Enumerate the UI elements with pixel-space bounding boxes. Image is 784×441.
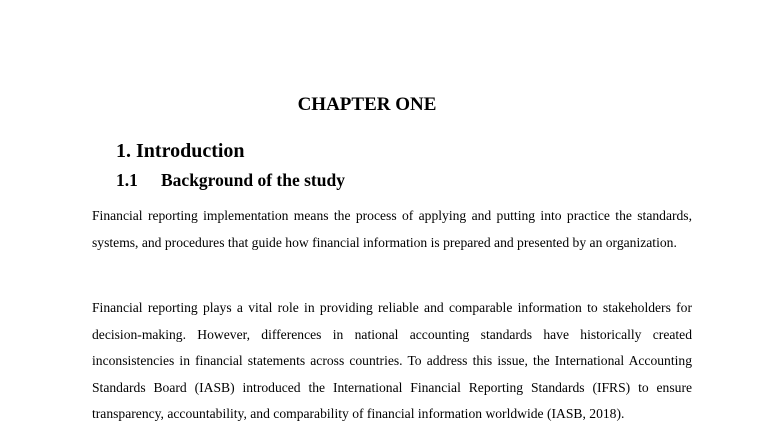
section-heading: 1. Introduction [116, 140, 245, 162]
subsection-heading [116, 168, 345, 192]
subsection-title: Background of the study [161, 170, 345, 190]
paragraph-background: Financial reporting plays a vital role in providing reliable and comparable information to stakeholders for decision-making. However, differences in national accounting standards have historically created inconsistencies in financial statements across countries. To address this issue, the International Accounting Standards Board (IASB) introduced the International Financial Reporting Standards (IFRS) to ensure transparency, accountability, and comparability of financial information worldwide (IASB, 2018). [92, 300, 692, 422]
subsection-number: 1.1 [116, 170, 138, 190]
chapter-title: CHAPTER ONE [297, 94, 437, 115]
paragraph-definition: Financial reporting implementation means the process of applying and putting into practice the standards, systems, and procedures that guide how financial information is prepared and presented by an organization. [92, 208, 692, 250]
